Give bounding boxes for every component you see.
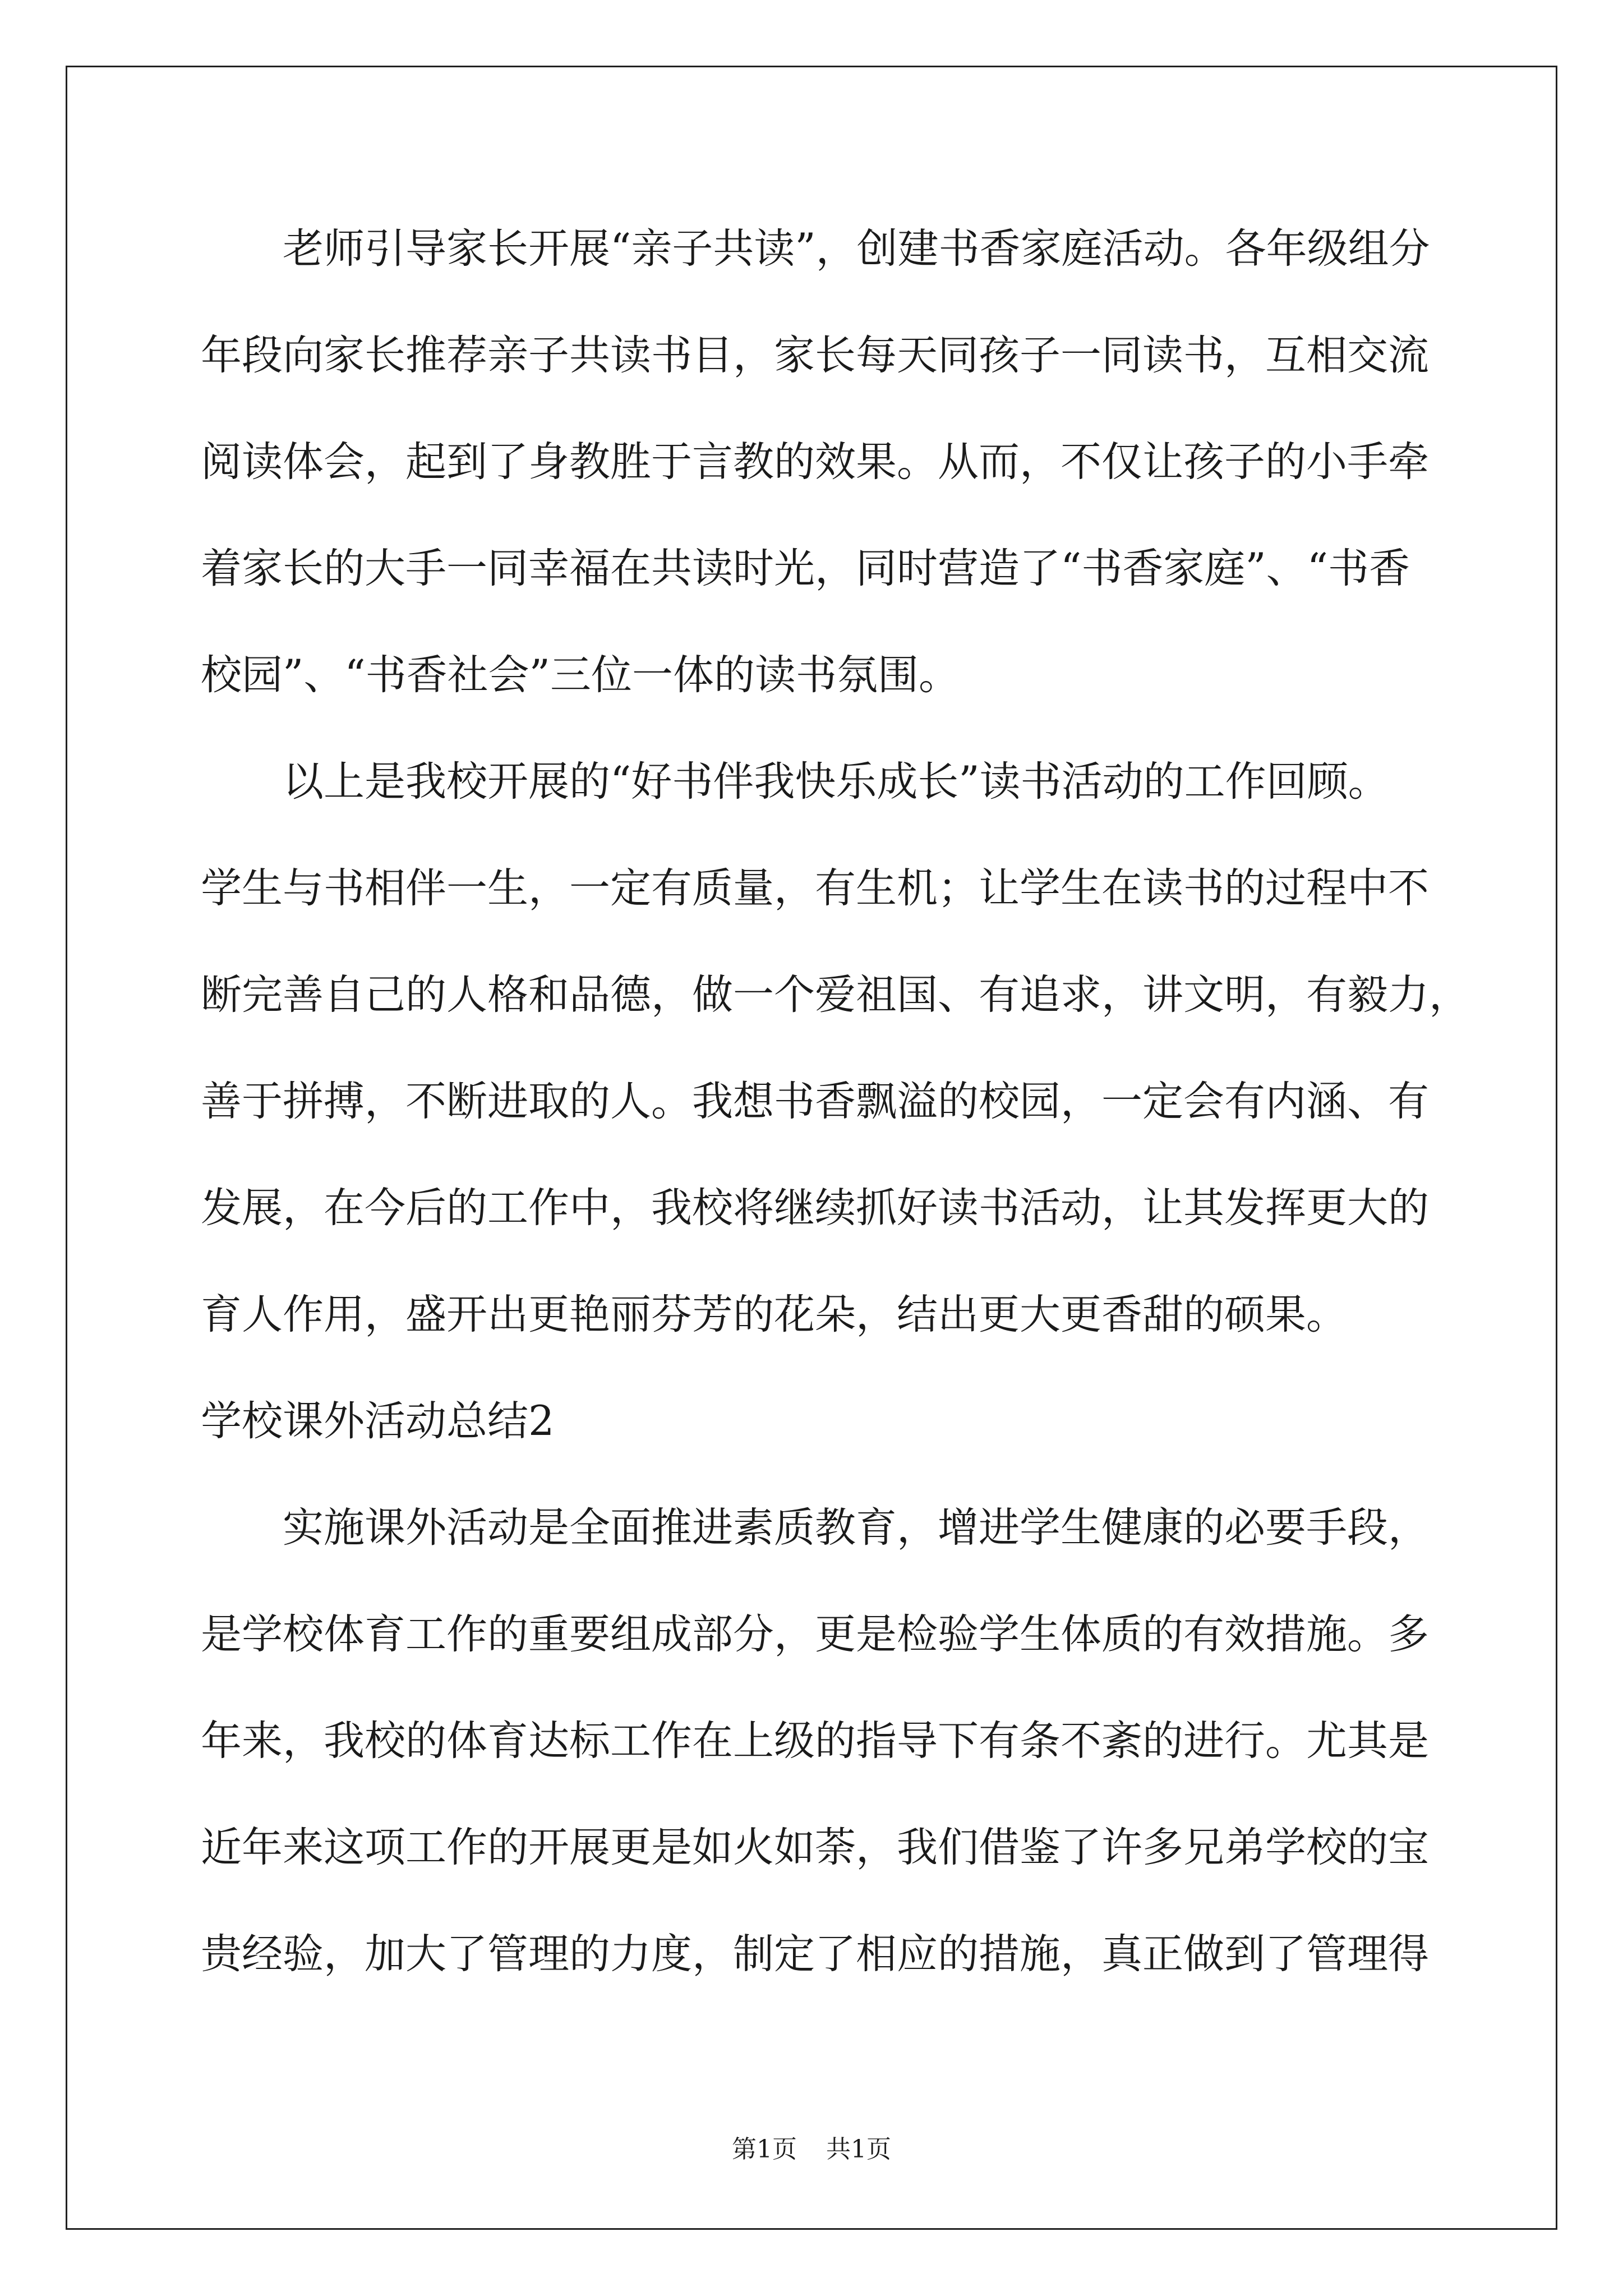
page-footer: [0, 2135, 1623, 2164]
text-line: 发展，在今后的工作中，我校将继续抓好读书活动，让其发挥更大的: [201, 1184, 1429, 1232]
page-number: 第1页: [732, 2135, 797, 2164]
text-line: 以上是我校开展的“好书伴我快乐成长”读书活动的工作回顾。: [283, 758, 1389, 806]
text-line: 是学校体育工作的重要组成部分，更是检验学生体质的有效措施。多: [201, 1611, 1429, 1658]
page-total: 共1页: [826, 2135, 891, 2164]
text-line: 善于拼搏，不断进取的人。我想书香飘溢的校园，一定会有内涵、有: [201, 1078, 1429, 1125]
text-line: 年段向家长推荐亲子共读书目，家长每天同孩子一同读书，互相交流: [201, 332, 1429, 379]
text-line: 校园”、“书香社会”三位一体的读书氛围。: [201, 651, 960, 699]
text-line: 着家长的大手一同幸福在共读时光，同时营造了“书香家庭”、“书香: [201, 545, 1410, 592]
text-line: 实施课外活动是全面推进素质教育，增进学生健康的必要手段，: [283, 1504, 1429, 1552]
paragraph: [201, 1475, 1491, 2008]
text-line: 断完善自己的人格和品德，做一个爱祖国、有追求，讲文明，有毅力，: [201, 971, 1470, 1019]
document-body: [201, 196, 1491, 2008]
text-line: 阅读体会，起到了身教胜于言教的效果。从而，不仅让孩子的小手牵: [201, 438, 1429, 486]
section-heading: 学校课外活动总结2: [201, 1397, 555, 1445]
text-line: 育人作用，盛开出更艳丽芬芳的花朵，结出更大更香甜的硕果。: [201, 1291, 1347, 1338]
text-line: 学生与书相伴一生，一定有质量，有生机；让学生在读书的过程中不: [201, 864, 1429, 912]
paragraph: [201, 196, 1491, 729]
text-line: 贵经验，加大了管理的力度，制定了相应的措施，真正做到了管理得: [201, 1930, 1429, 1978]
text-line: 年来，我校的体育达标工作在上级的指导下有条不紊的进行。尤其是: [201, 1717, 1429, 1765]
text-line: 近年来这项工作的开展更是如火如荼，我们借鉴了许多兄弟学校的宝: [201, 1824, 1429, 1871]
paragraph: [201, 729, 1491, 1368]
text-line: 老师引导家长开展“亲子共读”，创建书香家庭活动。各年级组分: [283, 225, 1430, 273]
